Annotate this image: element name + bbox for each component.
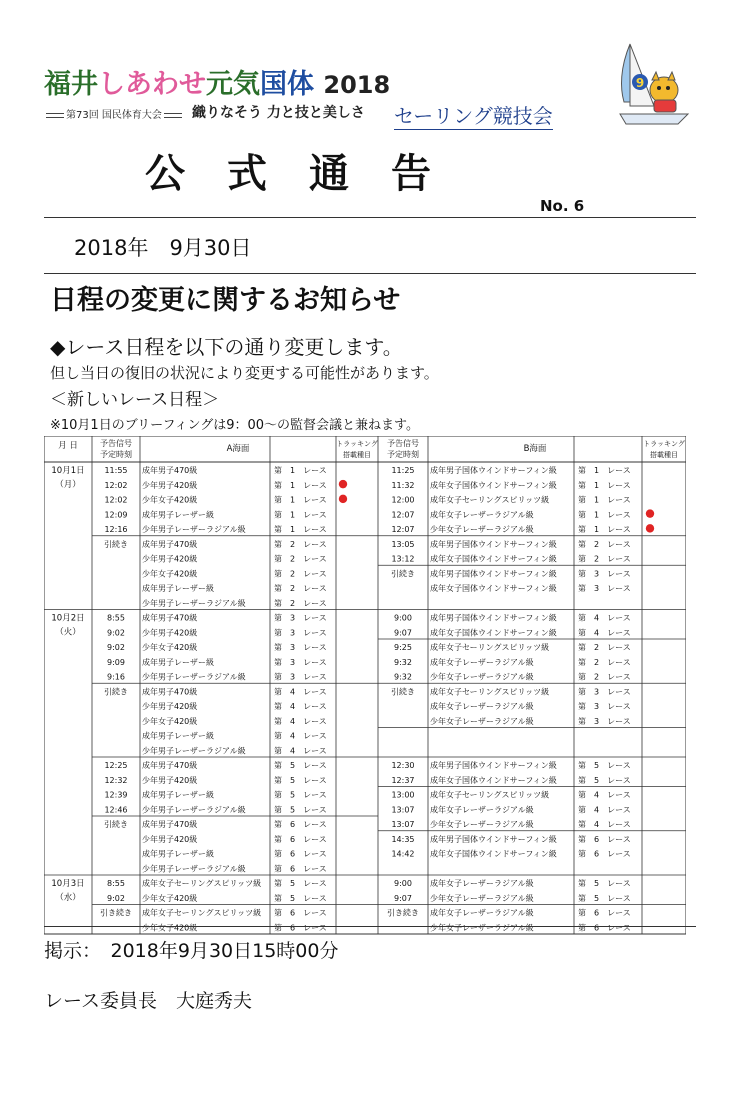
race-class: 成年女子レーザーラジアル級 bbox=[430, 657, 534, 667]
race-class: 少年女子レーザーラジアル級 bbox=[430, 820, 534, 829]
race-class: 成年男子国体ウインドサーフィン級 bbox=[430, 761, 557, 770]
tracking-dot-icon bbox=[339, 495, 347, 503]
race-class: 成年女子国体ウインドサーフィン級 bbox=[430, 849, 557, 859]
slogan: 織りなそう 力と技と美しさ bbox=[192, 105, 365, 121]
signal-time: 14:35 bbox=[391, 834, 415, 844]
signal-time: 8:55 bbox=[107, 613, 125, 623]
race-class: 成年男子470級 bbox=[142, 539, 198, 549]
race-schedule-table bbox=[44, 436, 686, 938]
race-class: 少年女子420級 bbox=[142, 569, 198, 579]
notice-subject: 日程の変更に関するお知らせ bbox=[50, 285, 401, 316]
body-line-1: ◆レース日程を以下の通り変更します。 bbox=[50, 335, 403, 359]
race-class: 少年男子レーザーラジアル級 bbox=[142, 672, 246, 682]
signal-time: 12:16 bbox=[104, 525, 128, 534]
race-number: 第 1 レース bbox=[274, 510, 327, 520]
race-class: 成年女子国体ウインドサーフィン級 bbox=[430, 628, 557, 638]
race-class: 少年男子420級 bbox=[142, 775, 198, 785]
race-number: 第 6 レース bbox=[578, 849, 631, 859]
race-number: 第 5 レース bbox=[274, 761, 327, 770]
signal-time: 12:25 bbox=[104, 761, 128, 770]
logo-part-shiawase: しあわせ bbox=[98, 69, 206, 100]
race-number: 第 2 レース bbox=[578, 657, 631, 667]
sub-event-name: 第73回 国民体育大会 bbox=[66, 110, 162, 121]
race-number: 第 4 レース bbox=[274, 702, 327, 711]
race-number: 第 2 レース bbox=[578, 554, 631, 564]
competition-name: セーリング競技会 bbox=[394, 100, 553, 130]
header-a-area: A海面 bbox=[226, 444, 250, 454]
race-number: 第 4 レース bbox=[274, 746, 327, 756]
race-number: 第 3 レース bbox=[578, 687, 631, 697]
race-class: 少年女子420級 bbox=[142, 716, 198, 726]
race-class: 成年男子470級 bbox=[142, 687, 198, 697]
race-number: 第 1 レース bbox=[274, 525, 327, 534]
race-class: 少年女子420級 bbox=[142, 643, 198, 652]
signal-time: 11:55 bbox=[104, 466, 128, 475]
race-class: 少年男子レーザーラジアル級 bbox=[142, 805, 246, 815]
signal-time: 12:02 bbox=[104, 495, 128, 505]
race-number: 第 2 レース bbox=[578, 539, 631, 549]
header-b-area: B海面 bbox=[523, 444, 547, 454]
race-number: 第 1 レース bbox=[578, 510, 631, 520]
race-number: 第 2 レース bbox=[274, 598, 327, 608]
race-class: 成年女子国体ウインドサーフィン級 bbox=[430, 554, 557, 564]
race-class: 成年男子470級 bbox=[142, 613, 198, 623]
signal-time: 9:02 bbox=[107, 628, 125, 638]
race-number: 第 4 レース bbox=[578, 613, 631, 623]
race-number: 第 1 レース bbox=[578, 495, 631, 505]
race-number: 第 1 レース bbox=[578, 466, 631, 475]
race-number: 第 5 レース bbox=[578, 761, 631, 770]
signal-time: 引続き bbox=[104, 820, 128, 829]
sail-number: 9 bbox=[635, 76, 645, 90]
race-number: 第 6 レース bbox=[578, 923, 631, 933]
race-number: 第 3 レース bbox=[274, 613, 327, 623]
race-class: 成年男子国体ウインドサーフィン級 bbox=[430, 466, 557, 475]
race-class: 少年男子420級 bbox=[142, 554, 198, 564]
signal-time: 9:02 bbox=[107, 643, 125, 652]
body-line-2: 但し当日の復旧の状況により変更する可能性があります。 bbox=[50, 364, 439, 382]
divider bbox=[44, 273, 696, 274]
race-class: 少年女子レーザーラジアル級 bbox=[430, 525, 534, 534]
logo-part-fukui: 福井 bbox=[44, 69, 98, 100]
signal-time: 9:07 bbox=[394, 893, 412, 903]
race-class: 成年女子セーリングスピリッツ級 bbox=[430, 687, 550, 697]
race-class: 成年男子国体ウインドサーフィン級 bbox=[430, 569, 557, 579]
race-number: 第 1 レース bbox=[274, 466, 327, 475]
race-class: 少年男子420級 bbox=[142, 702, 198, 711]
signal-time: 11:32 bbox=[391, 480, 415, 490]
race-number: 第 5 レース bbox=[274, 893, 327, 903]
race-class: 少年男子レーザーラジアル級 bbox=[142, 746, 246, 756]
event-logo-title bbox=[44, 62, 390, 101]
signal-time: 13:07 bbox=[391, 820, 415, 829]
race-class: 成年女子レーザーラジアル級 bbox=[430, 908, 534, 918]
header-signal: 予定時刻 bbox=[100, 450, 132, 459]
briefing-note: ※10月1日のブリーフィングは9：00～の監督会議と兼ねます。 bbox=[50, 418, 420, 433]
signal-time: 引続き bbox=[391, 687, 415, 697]
race-number: 第 3 レース bbox=[578, 569, 631, 579]
race-class: 少年女子レーザーラジアル級 bbox=[430, 923, 534, 933]
race-number: 第 4 レース bbox=[578, 790, 631, 800]
signal-time: 13:12 bbox=[391, 554, 415, 564]
race-number: 第 5 レース bbox=[578, 775, 631, 785]
header-tracking: トラッキング bbox=[643, 440, 685, 448]
race-number: 第 3 レース bbox=[274, 628, 327, 638]
race-class: 成年女子国体ウインドサーフィン級 bbox=[430, 584, 557, 593]
race-class: 成年女子レーザーラジアル級 bbox=[430, 702, 534, 711]
notice-number: No. 6 bbox=[540, 197, 585, 215]
signal-time: 12:07 bbox=[391, 525, 415, 534]
race-number: 第 3 レース bbox=[274, 672, 327, 682]
notice-title: 公式通告 bbox=[145, 151, 473, 197]
race-class: 少年男子レーザーラジアル級 bbox=[142, 864, 246, 874]
race-class: 少年女子レーザーラジアル級 bbox=[430, 893, 534, 903]
race-class: 少年女子420級 bbox=[142, 893, 198, 903]
divider bbox=[44, 926, 696, 927]
race-class: 少年男子レーザーラジアル級 bbox=[142, 598, 246, 608]
race-class: 成年男子レーザー級 bbox=[142, 510, 214, 520]
logo-part-kokutai: 国体 bbox=[260, 69, 314, 100]
signal-time: 9:00 bbox=[394, 613, 412, 623]
race-number: 第 3 レース bbox=[578, 584, 631, 593]
day-label: 10月2日 bbox=[51, 613, 85, 624]
header-signal: 予定時刻 bbox=[387, 450, 419, 459]
tracking-dot-icon bbox=[339, 480, 347, 488]
race-number: 第 5 レース bbox=[274, 790, 327, 800]
race-class: 少年男子420級 bbox=[142, 480, 198, 490]
race-number: 第 2 レース bbox=[578, 643, 631, 652]
day-label: （月） bbox=[55, 480, 81, 490]
table-cells bbox=[51, 438, 684, 932]
race-class: 成年男子レーザー級 bbox=[142, 790, 214, 800]
logo-year: 2018 bbox=[323, 71, 391, 99]
race-number: 第 1 レース bbox=[274, 480, 327, 490]
race-class: 少年女子レーザーラジアル級 bbox=[430, 672, 534, 682]
race-number: 第 1 レース bbox=[578, 480, 631, 490]
race-class: 少年男子420級 bbox=[142, 628, 198, 638]
race-number: 第 6 レース bbox=[578, 834, 631, 844]
race-number: 第 6 レース bbox=[274, 820, 327, 829]
signal-time: 12:46 bbox=[104, 805, 128, 815]
race-number: 第 1 レース bbox=[578, 525, 631, 534]
race-number: 第 4 レース bbox=[274, 716, 327, 726]
signal-time: 9:07 bbox=[394, 628, 412, 638]
race-class: 少年女子レーザーラジアル級 bbox=[430, 716, 534, 726]
signal-time: 9:09 bbox=[107, 657, 125, 667]
race-number: 第 2 レース bbox=[274, 584, 327, 593]
posted-datetime: 掲示： 2018年9月30日15時00分 bbox=[44, 940, 339, 962]
signal-time: 12:02 bbox=[104, 480, 128, 490]
race-number: 第 4 レース bbox=[578, 805, 631, 815]
race-class: 成年女子国体ウインドサーフィン級 bbox=[430, 775, 557, 785]
race-number: 第 5 レース bbox=[274, 805, 327, 815]
logo-subtitle bbox=[44, 106, 184, 121]
signal-time: 8:55 bbox=[107, 879, 125, 888]
race-number: 第 4 レース bbox=[578, 820, 631, 829]
race-number: 第 4 レース bbox=[274, 687, 327, 697]
race-number: 第 5 レース bbox=[274, 775, 327, 785]
race-class: 成年男子国体ウインドサーフィン級 bbox=[430, 834, 557, 844]
signal-time: 11:25 bbox=[391, 466, 415, 475]
signal-time: 9:16 bbox=[107, 672, 125, 682]
race-number: 第 4 レース bbox=[274, 731, 327, 741]
race-number: 第 3 レース bbox=[578, 716, 631, 726]
signal-time: 引き続き bbox=[387, 908, 419, 918]
signal-time: 引続き bbox=[104, 539, 128, 549]
race-class: 少年男子420級 bbox=[142, 834, 198, 844]
signal-time: 14:42 bbox=[391, 849, 415, 859]
header-tracking: 搭載種目 bbox=[650, 451, 678, 459]
day-label: 10月1日 bbox=[51, 466, 85, 476]
race-number: 第 1 レース bbox=[274, 495, 327, 505]
signal-time: 9:02 bbox=[107, 893, 125, 903]
race-number: 第 6 レース bbox=[274, 849, 327, 859]
race-class: 成年男子国体ウインドサーフィン級 bbox=[430, 539, 557, 549]
race-class: 成年女子セーリングスピリッツ級 bbox=[430, 790, 550, 800]
signal-time: 引続き bbox=[104, 687, 128, 697]
tracking-dot-icon bbox=[646, 509, 654, 517]
race-class: 成年男子470級 bbox=[142, 820, 198, 829]
race-number: 第 6 レース bbox=[274, 923, 327, 933]
race-number: 第 5 レース bbox=[274, 879, 327, 888]
signal-time: 12:07 bbox=[391, 510, 415, 520]
day-label: 10月3日 bbox=[51, 879, 85, 889]
signal-time: 12:37 bbox=[391, 775, 415, 785]
header-date: 月 日 bbox=[58, 441, 78, 451]
race-class: 成年女子国体ウインドサーフィン級 bbox=[430, 480, 557, 490]
race-number: 第 5 レース bbox=[578, 879, 631, 888]
race-class: 成年女子レーザーラジアル級 bbox=[430, 510, 534, 520]
header-tracking: トラッキング bbox=[336, 440, 378, 448]
tracking-dot-icon bbox=[646, 524, 654, 532]
signal-time: 13:00 bbox=[391, 790, 415, 800]
race-number: 第 2 レース bbox=[274, 554, 327, 564]
signal-time: 12:30 bbox=[391, 761, 415, 770]
signal-time: 9:32 bbox=[394, 672, 412, 682]
signal-time: 引続き bbox=[391, 569, 415, 579]
body-line-3: ＜新しいレース日程＞ bbox=[50, 390, 220, 410]
race-class: 少年女子420級 bbox=[142, 495, 198, 505]
race-class: 少年女子420級 bbox=[142, 923, 198, 933]
race-number: 第 6 レース bbox=[274, 864, 327, 874]
header-signal: 予告信号 bbox=[387, 439, 419, 448]
race-class: 成年女子セーリングスピリッツ級 bbox=[142, 908, 262, 918]
race-number: 第 4 レース bbox=[578, 628, 631, 638]
race-class: 成年女子セーリングスピリッツ級 bbox=[142, 879, 262, 888]
signal-time: 12:32 bbox=[104, 775, 128, 785]
header-tracking: 搭載種目 bbox=[343, 451, 371, 459]
race-number: 第 6 レース bbox=[578, 908, 631, 918]
race-class: 成年男子国体ウインドサーフィン級 bbox=[430, 613, 557, 623]
notice-date: 2018年 9月30日 bbox=[74, 236, 252, 260]
race-number: 第 2 レース bbox=[274, 539, 327, 549]
divider bbox=[44, 217, 696, 218]
race-number: 第 3 レース bbox=[274, 657, 327, 667]
race-class: 成年男子レーザー級 bbox=[142, 731, 214, 741]
signal-time: 12:09 bbox=[104, 510, 128, 520]
race-class: 成年女子セーリングスピリッツ級 bbox=[430, 643, 550, 652]
race-number: 第 5 レース bbox=[578, 893, 631, 903]
day-label: （水） bbox=[55, 893, 81, 903]
signal-time: 9:00 bbox=[394, 879, 412, 888]
logo-part-genki: 元気 bbox=[206, 69, 260, 100]
signal-time: 12:00 bbox=[391, 495, 415, 505]
race-class: 少年男子レーザーラジアル級 bbox=[142, 525, 246, 534]
race-number: 第 6 レース bbox=[274, 908, 327, 918]
header-signal: 予告信号 bbox=[100, 439, 132, 448]
race-class: 成年女子セーリングスピリッツ級 bbox=[430, 495, 550, 505]
race-class: 成年男子レーザー級 bbox=[142, 849, 214, 859]
signal-time: 13:07 bbox=[391, 805, 415, 815]
race-number: 第 3 レース bbox=[274, 643, 327, 652]
signal-time: 9:32 bbox=[394, 657, 412, 667]
mascot-sailboat-icon bbox=[612, 38, 696, 134]
race-number: 第 3 レース bbox=[578, 702, 631, 711]
race-class: 成年男子470級 bbox=[142, 466, 198, 475]
race-number: 第 2 レース bbox=[578, 672, 631, 682]
race-number: 第 6 レース bbox=[274, 834, 327, 844]
signal-time: 9:25 bbox=[394, 643, 412, 652]
race-number: 第 2 レース bbox=[274, 569, 327, 579]
race-committee-chair: レース委員長 大庭秀夫 bbox=[44, 990, 253, 1012]
race-class: 成年女子レーザーラジアル級 bbox=[430, 805, 534, 815]
race-class: 成年男子470級 bbox=[142, 761, 198, 770]
signal-time: 12:39 bbox=[104, 790, 128, 800]
race-class: 成年男子レーザー級 bbox=[142, 657, 214, 667]
day-label: （火） bbox=[55, 627, 81, 638]
race-class: 成年女子レーザーラジアル級 bbox=[430, 879, 534, 888]
signal-time: 引き続き bbox=[100, 908, 132, 918]
signal-time: 13:05 bbox=[391, 539, 415, 549]
race-class: 成年男子レーザー級 bbox=[142, 584, 214, 593]
